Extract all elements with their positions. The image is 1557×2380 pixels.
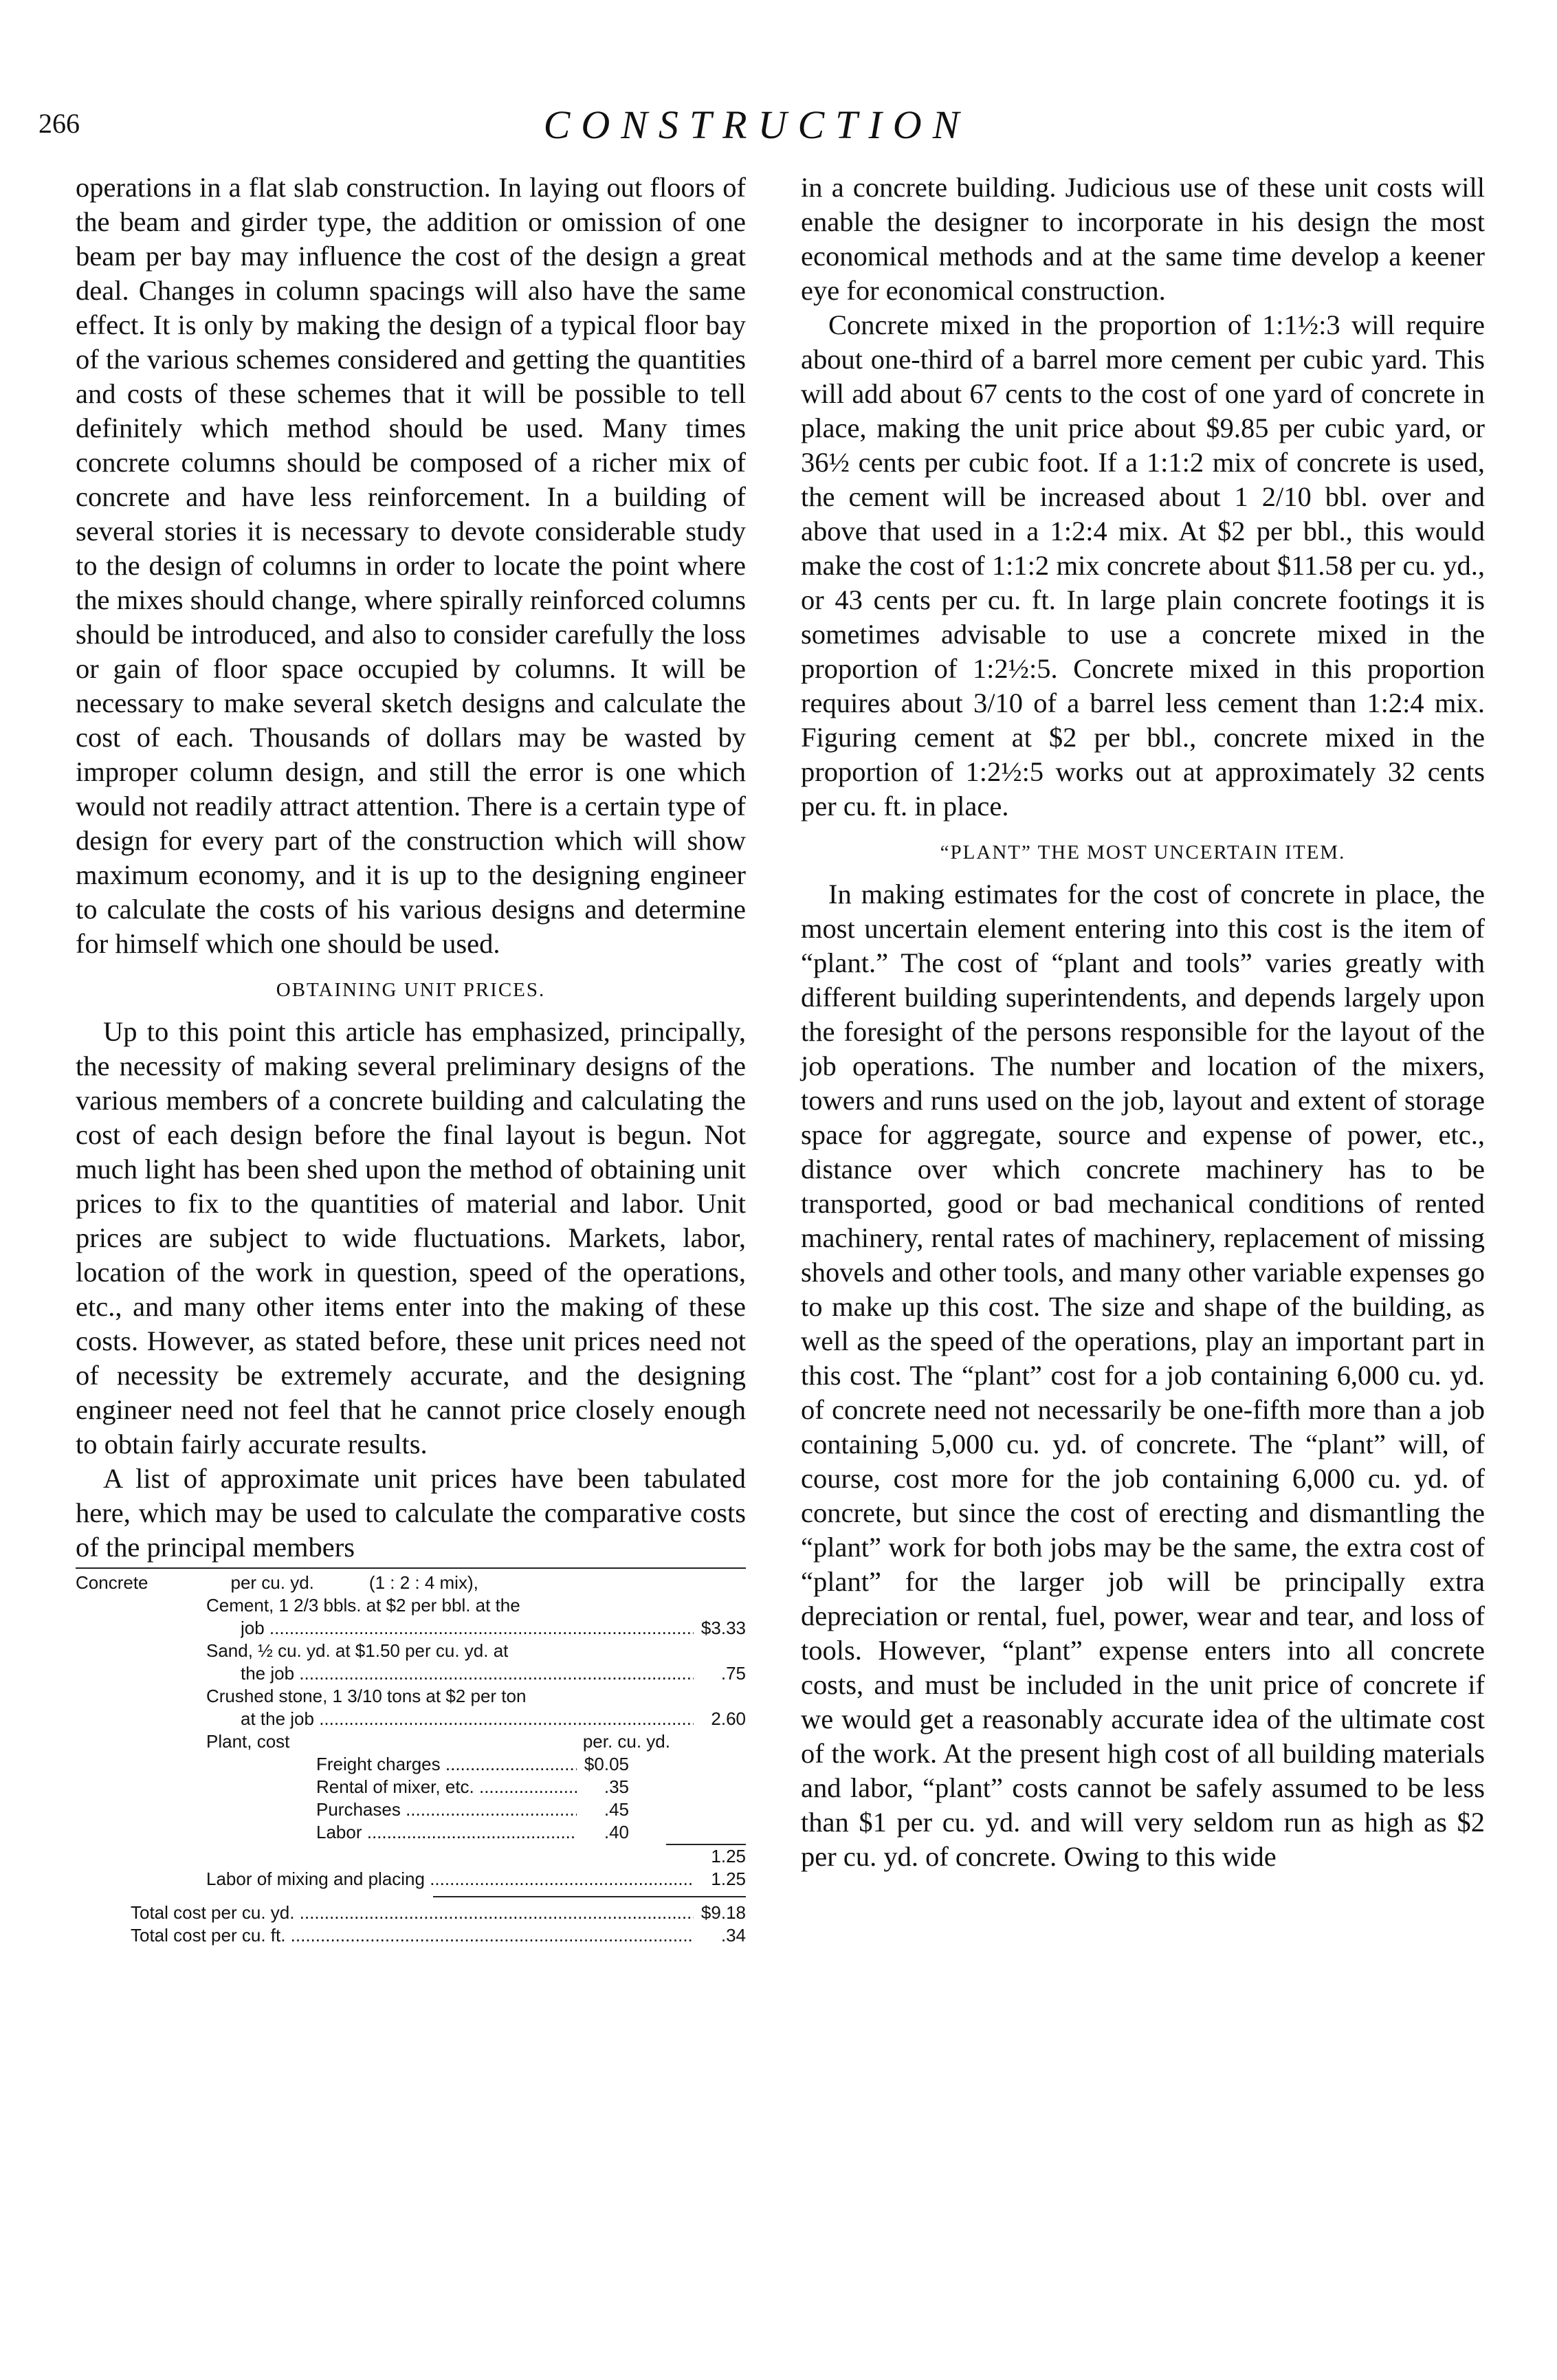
table-unit: per cu. yd.: [230, 1572, 314, 1593]
table-row: [76, 1798, 746, 1821]
table-row: [76, 1708, 746, 1730]
table-row: [76, 1821, 746, 1844]
table-total-amount: .34: [720, 1925, 746, 1946]
page-header: [38, 102, 1475, 150]
table-cell: Cement, 1 2/3 bbls. at $2 per bbl. at the: [206, 1595, 520, 1616]
table-amount: .40: [604, 1822, 629, 1842]
table-cell: the job .....: [241, 1663, 694, 1684]
table-amount: .35: [604, 1776, 629, 1797]
table-divider: [433, 1896, 746, 1902]
table-cell: Labor of mixing and placing .....: [206, 1869, 694, 1889]
table-row: [76, 1572, 746, 1594]
table-subtotal: 1.25: [666, 1844, 746, 1868]
table-amount: .45: [604, 1799, 629, 1820]
section-heading-plant: “PLANT” THE MOST UNCERTAIN ITEM.: [940, 841, 1346, 863]
table-total-label: Total cost per cu. ft. .....: [131, 1925, 694, 1946]
right-paragraph-1: in a concrete building. Judicious use of these unit costs will enable the designer to incorporate in his design the most economical methods and at the same time develop a keener eye for economical construction.: [801, 172, 1485, 306]
table-row: [76, 1924, 746, 1947]
table-cell: Labor .....: [316, 1822, 577, 1842]
table-row: [76, 1617, 746, 1640]
right-paragraph-2: Concrete mixed in the proportion of 1:1½:3 will require about one-third of a barrel more cement per cubic yard. This will add about 67 cents to the cost of one yard of concrete in place, making the unit price about $9.85 per cubic yard, or 36½ cents per cubic foot. If a 1:1:2 mix of concrete is used, the cement will be increased about 1 2/10 bbl. over and above that used in a 1:2:4 mix. At $2 per bbl., this would make the cost of 1:1:2 mix concrete about $11.58 per cu. yd., or 43 cents per cu. ft. In large plain concrete footings it is sometimes advisable to use a concrete mixed in the proportion of 1:2½:5. Concrete mixed in this proportion requires about 3/10 of a barrel less cement than 1:2:4 mix. Figuring cement at $2 per bbl., concrete mixed in the proportion of 1:2½:5 works out at approximately 32 cents per cu. ft. in place.: [801, 309, 1485, 822]
unit-price-table: [76, 1567, 746, 1947]
table-row: [76, 1844, 746, 1868]
table-row: [76, 1662, 746, 1685]
table-amount: $0.05: [584, 1754, 629, 1774]
table-cell: at the job .....: [241, 1708, 694, 1729]
table-label-concrete: Concrete: [76, 1572, 148, 1593]
left-paragraph-2: Up to this point this article has emphasized, principally, the necessity of making several preliminary designs of the various members of a concrete building and calculating the cost of each design before the final layout is begun. Not much light has been shed upon the method of obtaining unit prices to fix to the quantities of material and labor. Unit prices are subject to wide fluctuations. Markets, labor, location of the work in question, speed of the operations, etc., and many other items enter into the making of these costs. However, as stated before, these unit prices need not of necessity be extremely accurate, and the designing engineer need not feel that he cannot price closely enough to obtain fairly accurate results.: [76, 1016, 746, 1459]
table-amount: $3.33: [700, 1618, 746, 1638]
running-title: CONSTRUCTION: [543, 102, 971, 147]
table-cell: Crushed stone, 1 3/10 tons at $2 per ton: [206, 1686, 527, 1706]
table-cell: Plant, cost: [206, 1731, 290, 1752]
left-column: [76, 170, 746, 1947]
left-paragraph-1: operations in a flat slab construction. In laying out floors of the beam and girder type, the addition or omission of one beam per bay may influence the cost of the design a great deal. Changes in column spacings will also have the same effect. It is only by making the design of a typical floor bay of the various schemes considered and getting the quantities and costs of these schemes that it will be possible to tell definitely which method should be used. Many times concrete columns should be composed of a richer mix of concrete and have less reinforcement. In a building of several stories it is necessary to devote considerable study to the design of columns in order to locate the point where the mixes should change, where spirally reinforced columns should be introduced, and also to consider carefully the loss or gain of floor space occupied by columns. It will be necessary to make several sketch designs and calculate the cost of each. Thousands of dollars may be wasted by improper column design, and still the error is one which would not readily attract attention. There is a certain type of design for every part of the construction which will show maximum economy, and it is up to the designing engineer to calculate the costs of his various designs and determine for himself which one should be used.: [76, 172, 746, 959]
table-row: [76, 1902, 746, 1924]
table-row: [76, 1776, 746, 1798]
table-cell: Sand, ½ cu. yd. at $1.50 per cu. yd. at: [206, 1640, 509, 1661]
table-row: [76, 1685, 746, 1708]
left-paragraph-3: A list of approximate unit prices have been tabulated here, which may be used to calculate the comparative costs of the principal members: [76, 1463, 746, 1563]
table-total-label: Total cost per cu. yd. .....: [131, 1902, 694, 1923]
table-unit: per. cu. yd.: [582, 1731, 670, 1752]
table-cell: job .....: [241, 1618, 694, 1638]
table-row: [76, 1753, 746, 1776]
table-amount: 1.25: [711, 1869, 746, 1889]
page-number: 266: [38, 108, 80, 139]
table-amount: .75: [720, 1663, 746, 1684]
table-total-amount: $9.18: [700, 1902, 746, 1923]
right-column: [801, 170, 1485, 1874]
table-row: [76, 1868, 746, 1891]
table-cell: Purchases .....: [316, 1799, 577, 1820]
table-row: [76, 1594, 746, 1617]
table-row: [76, 1730, 746, 1753]
table-amount: 2.60: [711, 1708, 746, 1729]
table-cell: Freight charges .....: [316, 1754, 577, 1774]
table-row: [76, 1640, 746, 1662]
table-cell: Rental of mixer, etc. .....: [316, 1776, 577, 1797]
section-heading-unit-prices: OBTAINING UNIT PRICES.: [276, 979, 546, 1001]
right-paragraph-3: In making estimates for the cost of concrete in place, the most uncertain element entering into this cost is the item of “plant.” The cost of “plant and tools” varies greatly with different building superintendents, and depends largely upon the foresight of the persons responsible for the layout of the job operations. The number and location of the mixers, towers and runs used on the job, layout and extent of storage space for aggregate, source and expense of power, etc., distance over which concrete machinery has to be transported, good or bad mechanical conditions of rented machinery, rental rates of machinery, replacement of missing shovels and other tools, and many other variable expenses go to make up this cost. The size and shape of the building, as well as the speed of the operations, play an important part in this cost. The “plant” cost for a job containing 6,000 cu. yd. of concrete need not necessarily be one-fifth more than a job containing 5,000 cu. yd. of concrete. The “plant” will, of course, cost more for the job containing 6,000 cu. yd. of concrete, but since the cost of erecting and dismantling the “plant” work for both jobs may be the same, the extra cost of “plant” for the larger job will be principally extra depreciation or rental, fuel, power, wear and tear, and loss of tools. However, “plant” expense enters into all concrete costs, and must be included in the unit price of concrete if we would get a reasonably accurate idea of the ultimate cost of the work. At the present high cost of all building materials and labor, “plant” costs cannot be safely assumed to be less than $1 per cu. yd. and will very seldom run as high as $2 per cu. yd. of concrete. Owing to this wide: [801, 879, 1485, 1872]
table-mix: (1 : 2 : 4 mix),: [368, 1572, 478, 1593]
